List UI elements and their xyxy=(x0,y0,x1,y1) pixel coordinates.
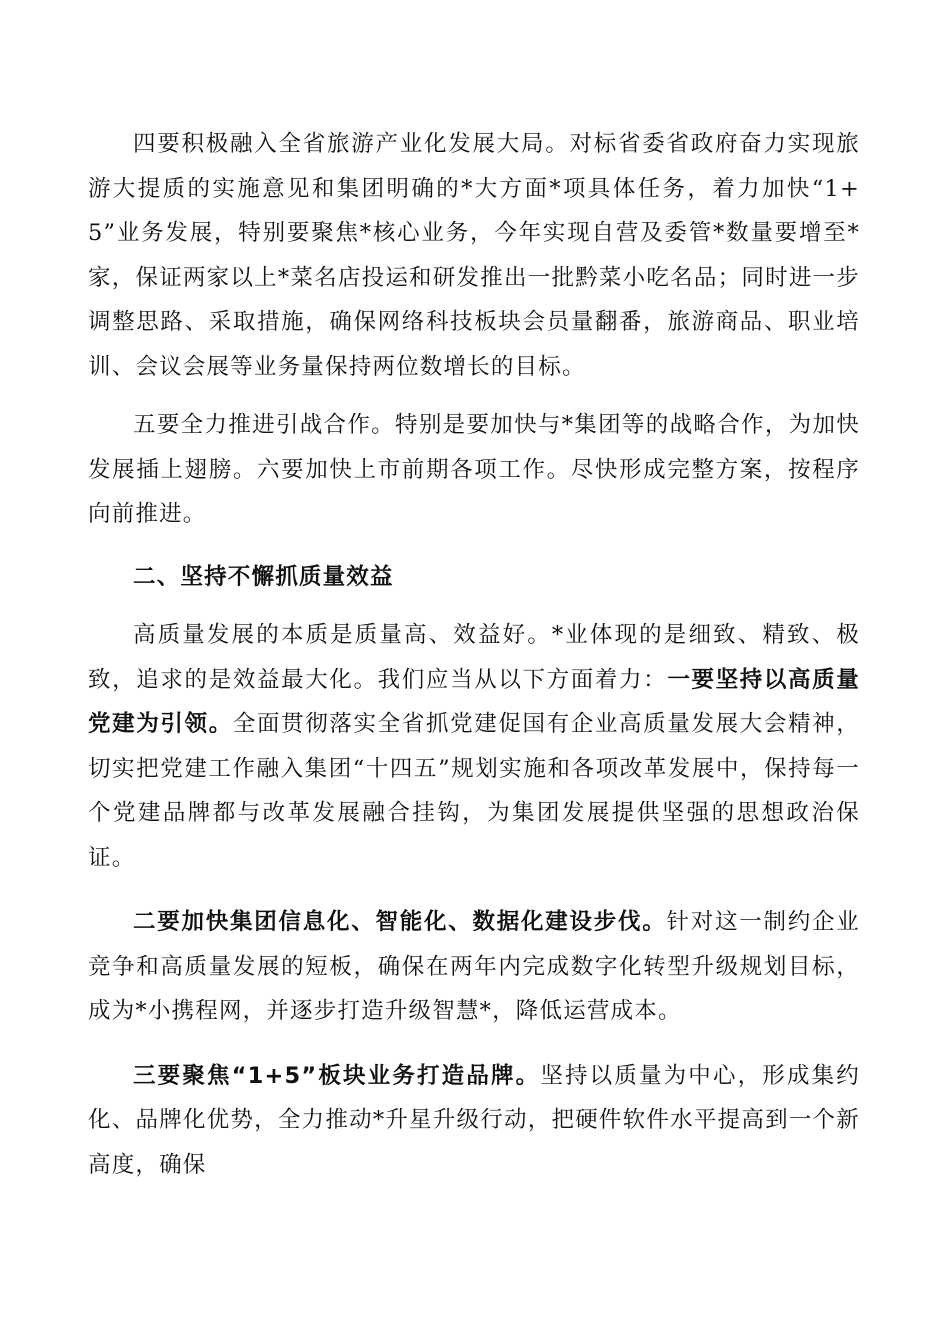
bold-point-party-building: 一要坚持以高质量党建为引领。 xyxy=(88,666,860,737)
paragraph-brand-building xyxy=(88,1054,860,1188)
paragraph-lead-text: 高质量发展的本质是质量高、效益好。*业体现的是细致、精致、极致，追求的是效益最大化。我们应当从以下方面着力： xyxy=(88,622,860,693)
paragraph-body-text: 全面贯彻落实全省抓党建促国有企业高质量发展大会精神，切实把党建工作融入集团“十四五”规划实施和各项改革发展中，保持每一个党建品牌都与改革发展融合挂钩，为集团发展提供坚强的思想政治保证。 xyxy=(88,711,861,871)
section-heading: 二、坚持不懈抓质量效益 xyxy=(133,563,394,590)
paragraph-quality-benefit xyxy=(88,613,860,880)
paragraph-digitalization xyxy=(88,900,860,1034)
bold-point-digitalization: 二要加快集团信息化、智能化、数据化建设步伐。 xyxy=(133,909,667,935)
paragraph-body-text: 针对这一制约企业竞争和高质量发展的短板，确保在两年内完成数字化转型升级规划目标，成为*小携程网，并逐步打造升级智慧*，降低运营成本。 xyxy=(88,909,860,1024)
paragraph-body-text: 坚持以质量为中心，形成集约化、品牌化优势，全力推动*升星升级行动，把硬件软件水平提高到一个新高度，确保 xyxy=(88,1062,860,1178)
document-page xyxy=(88,122,860,1187)
paragraph-strategic-cooperation: 五要全力推进引战合作。特别是要加快与*集团等的战略合作，为加快发展插上翅膀。六要加快上市前期各项工作。尽快形成完整方案，按程序向前推进。 xyxy=(88,412,860,527)
bold-point-brand: 三要聚焦“1+5”板块业务打造品牌。 xyxy=(133,1062,541,1089)
paragraph-tourism-integration: 四要积极融入全省旅游产业化发展大局。对标省委省政府奋力实现旅游大提质的实施意见和集团明确的*大方面*项具体任务，着力加快“1+5”业务发展，特别要聚焦*核心业务，今年实现自营及委管*数量要增至*家，保证两家以上*菜名店投运和研发推出一批黔菜小吃名品；同时进一步调整思路、采取措施，确保网络科技板块会员量翻番，旅游商品、职业培训、会议会展等业务量保持两位数增长的目标。 xyxy=(88,131,860,380)
